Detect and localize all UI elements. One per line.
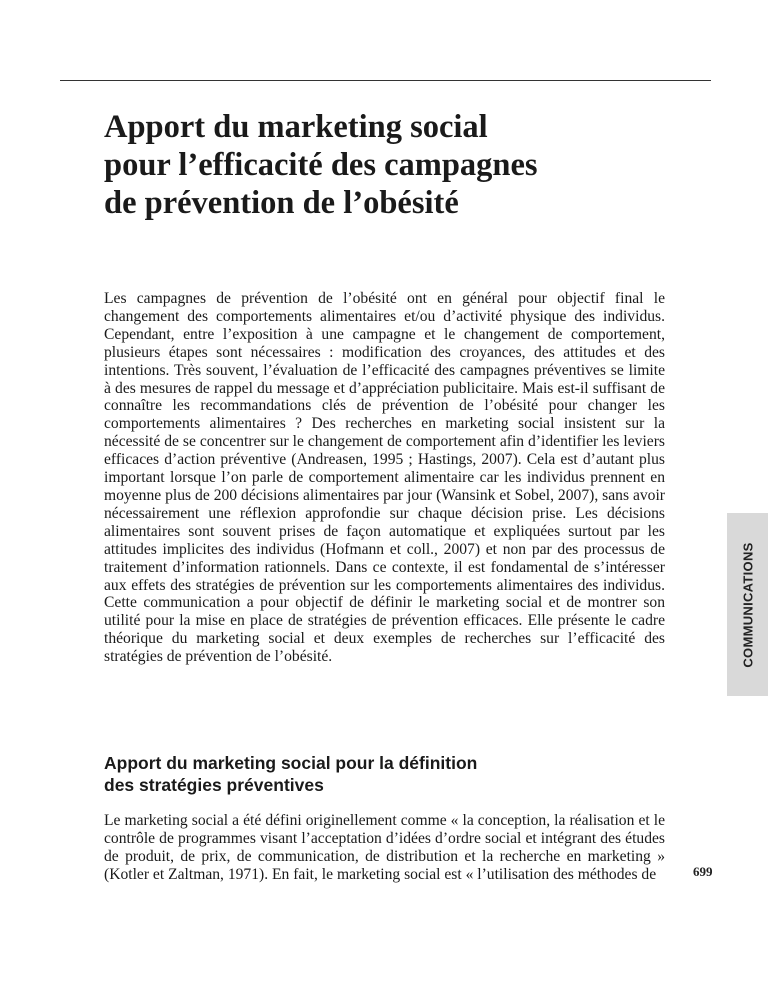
title-line-3: de prévention de l’obésité <box>104 185 459 221</box>
page-number: 699 <box>693 864 713 879</box>
section-heading <box>104 752 624 796</box>
section-heading-line-1: Apport du marketing social pour la définition <box>104 753 478 773</box>
title-line-2: pour l’efficacité des campagnes <box>104 147 538 183</box>
title-line-1: Apport du marketing social <box>104 109 488 145</box>
article-title <box>104 108 664 222</box>
top-rule <box>60 80 711 81</box>
side-tab-label: COMMUNICATIONS <box>740 541 755 668</box>
section-paragraph: Le marketing social a été défini originellement comme « la conception, la réalisation et le contrôle de programmes visant l’acceptation d’idées d’ordre social et intégrant des études de produit, de prix, de communication, de distribution et la recherche en marketing » (Kotler et Zaltman, 1971). En fait, le marketing social est « l’utilisation des méthodes de <box>104 812 665 883</box>
section-side-tab <box>727 513 768 696</box>
intro-paragraph: Les campagnes de prévention de l’obésité ont en général pour objectif final le changement des comportements alimentaires et/ou d’activité physique des individus. Cependant, entre l’exposition à une campagne et le changement de comportement, plusieurs étapes sont nécessaires : modification des croyances, des attitudes et des intentions. Très souvent, l’évaluation de l’efficacité des campagnes préventives se limite à des mesures de rappel du message et d’appréciation publicitaire. Mais est-il suffisant de connaître les recommandations clés de prévention de l’obésité pour changer les comportements alimentaires ? Des recherches en marketing social insistent sur la nécessité de se concentrer sur le changement de comportement afin d’identifier les leviers efficaces d’action préventive (Andreasen, 1995 ; Hastings, 2007). Cela est d’autant plus important lorsque l’on parle de comportement alimentaire car les individus prennent en moyenne plus de 200 décisions alimentaires par jour (Wansink et Sobel, 2007), sans avoir nécessairement une réflexion approfondie sur chaque décision prise. Les décisions alimentaires sont souvent prises de façon automatique et expliquées surtout par les attitudes implicites des individus (Hofmann et coll., 2007) et non par des processus de traitement d’information rationnels. Dans ce contexte, il est fondamental de s’intéresser aux effets des stratégies de prévention sur les comportements alimentaires des individus. Cette communication a pour objectif de définir le marketing social et de montrer son utilité pour la mise en place de stratégies de prévention efficaces. Elle présente le cadre théorique du marketing social et deux exemples de recherches sur l’efficacité des stratégies de prévention de l’obésité. <box>104 290 665 666</box>
section-heading-line-2: des stratégies préventives <box>104 775 324 795</box>
